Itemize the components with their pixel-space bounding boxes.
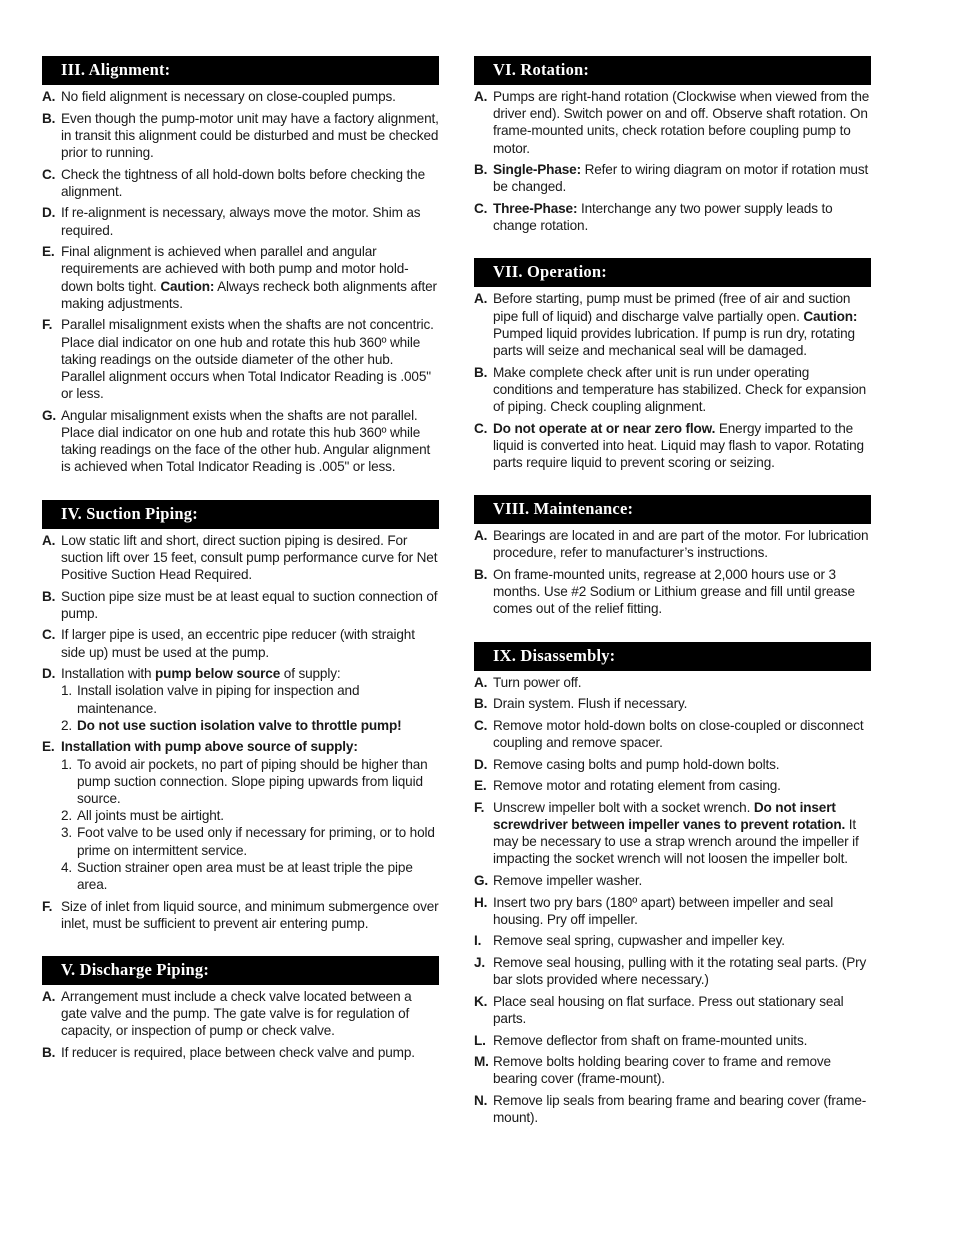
section-disassembly [474,642,871,1127]
section-header: III. Alignment: [42,56,439,85]
list-item [42,898,439,932]
sub-item-number: 3. [61,825,73,841]
item-label: E. [42,244,55,260]
section-maintenance [474,495,871,617]
item-label: D. [42,666,56,682]
item-label: H. [474,894,488,910]
item-text: Installation with [61,666,152,682]
sub-item [61,807,439,824]
item-text: It may be necessary to use a strap wrench around the impeller if impacting the socket wrench will not loosen the impeller bolt. [493,817,859,867]
item-text: Pumps are right-hand rotation (Clockwise when viewed from the driver end). Switch power on and off. Observe shaft rotation. On frame-mounted units, check rotation before coupling pump to motor. [493,89,870,156]
list-item [474,777,871,794]
list-item [474,290,871,359]
emphasis-text: Installation with pump above source of supply: [61,739,358,755]
item-label: K. [474,993,488,1009]
item-text: Place seal housing on flat surface. Press out stationary seal parts. [493,993,844,1026]
sub-item-text: Foot valve to be used only if necessary for priming, or to hold prime on intermittent service. [77,825,435,858]
sub-item-text: All joints must be airtight. [77,808,224,824]
item-text: Final alignment is achieved when parallel and angular requirements are achieved with both pump and motor hold-down bolts tight. [61,244,409,294]
item-text: Angular misalignment exists when the shafts are not parallel. Place dial indicator on one hub and rotate this hub 360º while taking readings on the face of the other hub. Angular alignment is achieved when Total Indicator Reading is .005" or less. [61,407,431,475]
item-label: N. [474,1092,488,1108]
list-item [42,243,439,312]
list-item [474,566,871,618]
item-text: Energy imparted to the liquid is converted into heat. Liquid may flash to vapor. Rotating parts require liquid to prevent scoring or seizing. [493,420,864,471]
item-text: Remove motor and rotating element from casing. [493,778,781,794]
list-item [474,1053,871,1087]
list-item [42,532,439,584]
item-label: F. [42,898,53,914]
section-header: V. Discharge Piping: [42,956,439,985]
list-item [42,110,439,162]
list-item [42,166,439,200]
item-text: Interchange any two power supply leads to change rotation. [493,201,833,234]
item-label: A. [42,89,56,104]
list-item [474,799,871,868]
list-item [474,717,871,751]
item-text: Insert two pry bars (180º apart) between impeller and seal housing. Pry off impeller. [493,894,834,927]
item-text: Bearings are located in and are part of the motor. For lubrication procedure, refer to manufacturer’s instructions. [493,528,869,561]
item-label: B. [42,588,56,604]
item-label: D. [474,756,488,772]
sub-item-text: Do not use suction isolation valve to throttle pump! [77,717,402,733]
item-text: Drain system. Flush if necessary. [493,696,688,712]
caution-text: Caution: [803,308,858,324]
item-text: Remove seal housing, pulling with it the rotating seal parts. (Pry bar slots provided where necessary.) [493,954,867,988]
list-item [42,407,439,476]
item-label: J. [474,954,486,970]
item-text: If larger pipe is used, an eccentric pipe reducer (with straight side up) must be used at the pump. [61,627,415,660]
sub-list [61,756,439,894]
item-text: of supply: [283,666,341,682]
item-label: C. [474,420,488,436]
list-item [474,1032,871,1049]
section-header: VI. Rotation: [474,56,871,85]
section-header: VIII. Maintenance: [474,495,871,524]
item-text: Unscrew impeller bolt with a socket wrench. [493,799,751,815]
emphasis-text: pump below source [155,666,281,682]
sub-item-number: 4. [61,859,73,875]
list-item [42,316,439,402]
item-label: A. [474,291,488,307]
item-text: No field alignment is necessary on close-coupled pumps. [61,89,396,104]
item-text: Always recheck both alignments after making adjustments. [61,278,437,311]
item-text: Turn power off. [493,674,582,690]
item-label: C. [42,166,56,182]
item-text: Low static lift and short, direct suction piping is desired. For suction lift over 15 feet, consult pump performance curve for Net Positive Suction Head Required. [61,532,438,583]
sub-item-number: 1. [61,683,73,699]
list-item [42,988,439,1040]
sub-item [61,859,439,893]
item-text: If reducer is required, place between check valve and pump. [61,1045,415,1061]
list-item [474,756,871,773]
item-label: C. [474,717,488,733]
item-text: Size of inlet from liquid source, and minimum submergence over inlet, must be sufficient to prevent air entering pump. [61,898,439,931]
item-text: Pumped liquid provides lubrication. If pump is run dry, rotating parts will seize and mechanical seal will be damaged. [493,325,855,359]
item-label: G. [42,407,57,423]
list-item [474,954,871,988]
item-label: D. [42,205,56,221]
list-item [474,161,871,195]
section-discharge-piping [42,956,439,1061]
item-label: A. [42,532,56,548]
sub-item [61,824,439,858]
list-item [42,204,439,238]
list-item [474,1092,871,1126]
item-text: Check the tightness of all hold-down bolts before checking the alignment. [61,166,425,199]
item-label: B. [474,696,488,712]
list-item [474,364,871,416]
item-text: Remove impeller washer. [493,873,643,888]
emphasis-text: Do not operate at or near zero flow. [493,420,716,436]
section-header: VII. Operation: [474,258,871,287]
section-suction-piping [42,500,439,932]
item-label: I. [474,933,482,949]
item-text: Remove lip seals from bearing frame and bearing cover (frame-mount). [493,1092,867,1126]
sub-item-text: Suction strainer open area must be at least triple the pipe area. [77,859,413,893]
list-item [474,872,871,889]
list-item [42,626,439,660]
section-header: IX. Disassembly: [474,642,871,671]
emphasis-text: Do not insert screwdriver between impeller vanes to prevent rotation. [493,799,846,832]
list-item [42,665,439,734]
item-text: Arrangement must include a check valve located between a gate valve and the pump. The gate valve is for regulation of capacity, or inspection of pump or check valve. [61,989,412,1039]
sub-item [61,682,439,716]
item-label: G. [474,873,489,888]
emphasis-text: Three-Phase: [493,201,578,216]
item-label: B. [42,1045,56,1061]
item-text: Remove bolts holding bearing cover to frame and remove bearing cover (frame-mount). [493,1054,831,1087]
item-label: E. [42,739,55,755]
item-text: Refer to wiring diagram on motor if rotation must be changed. [493,162,869,195]
sub-item [61,756,439,808]
section-alignment [42,56,439,476]
right-column [474,56,871,1150]
item-label: A. [474,674,488,690]
item-text: Before starting, pump must be primed (free of air and suction pipe full of liquid) and discharge valve partially open. [493,291,851,324]
item-label: B. [474,567,488,583]
list-item [474,993,871,1027]
list-item [474,695,871,712]
sub-item-number: 2. [61,808,73,824]
list-item [42,738,439,893]
list-item [42,1044,439,1061]
item-text: Suction pipe size must be at least equal to suction connection of pump. [61,588,438,621]
caution-text: Caution: [160,278,215,294]
item-label: M. [474,1054,489,1070]
list-item [474,894,871,928]
sub-item-text: To avoid air pockets, no part of piping should be higher than pump suction connection. Slope piping upwards from liquid source. [77,756,428,807]
item-label: A. [42,989,56,1005]
list-item [42,88,439,105]
left-column [42,56,439,1085]
list-item [474,674,871,691]
item-label: E. [474,778,487,794]
sub-item-number: 2. [61,717,73,733]
emphasis-text: Single-Phase: [493,162,581,178]
item-label: C. [42,627,56,643]
item-text: Remove deflector from shaft on frame-mounted units. [493,1032,808,1048]
item-label: A. [474,89,488,104]
sub-item-number: 1. [61,756,73,772]
list-item [474,932,871,949]
item-text: If re-alignment is necessary, always move the motor. Shim as required. [61,205,421,238]
item-text: Remove motor hold-down bolts on close-coupled or disconnect coupling and remove spacer. [493,717,864,751]
section-rotation [474,56,871,234]
item-label: F. [474,799,485,815]
item-label: B. [474,364,488,380]
list-item [474,200,871,234]
item-label: C. [474,201,488,216]
sub-item-text: Install isolation valve in piping for inspection and maintenance. [77,683,360,716]
item-text: Remove casing bolts and pump hold-down bolts. [493,756,780,772]
list-item [42,588,439,622]
item-label: B. [42,110,56,126]
item-label: F. [42,317,53,333]
item-text: Even though the pump-motor unit may have a factory alignment, in transit this alignment could be disturbed and must be checked prior to running. [61,110,439,160]
item-label: B. [474,162,488,178]
sub-list [61,682,439,734]
item-text: Remove seal spring, cupwasher and impeller key. [493,933,785,949]
section-header: IV. Suction Piping: [42,500,439,529]
item-text: Make complete check after unit is run under operating conditions and temperature has stabilized. Check for expansion of piping. Check coupling alignment. [493,364,867,415]
item-text: Parallel misalignment exists when the shafts are not concentric. Place dial indicator on one hub and rotate this hub 360º while taking readings on the outside diameter of the other hub. Parallel alignment occurs when Total Indicator Reading is .005" or less. [61,317,434,402]
section-operation [474,258,871,471]
list-item [474,88,871,157]
item-text: On frame-mounted units, regrease at 2,000 hours use or 3 months. Use #2 Sodium or Lithium grease and fill until grease comes out of the relief fitting. [493,567,855,617]
item-label: A. [474,528,488,544]
list-item [474,420,871,472]
item-label: L. [474,1032,486,1048]
list-item [474,527,871,561]
sub-item [61,717,439,734]
